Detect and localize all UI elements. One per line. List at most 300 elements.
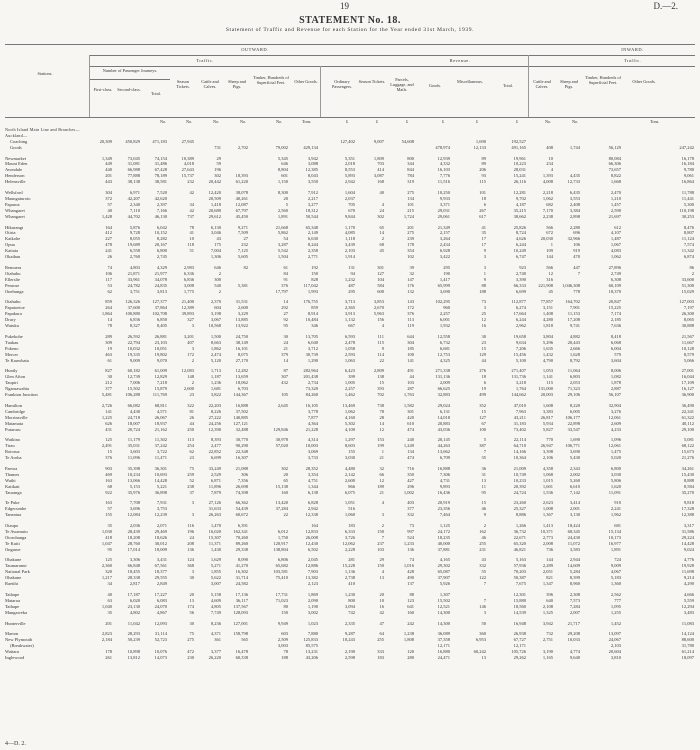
col-divider (320, 66, 321, 117)
table-cell: 254 (187, 443, 194, 449)
table-cell: 418 (105, 534, 112, 540)
table-cell: 10,173 (608, 534, 621, 540)
table-cell: 21 (379, 489, 384, 495)
table-cell: 474 (407, 455, 414, 461)
station-name: Cambridge (5, 408, 25, 414)
table-cell: 71,323 (567, 386, 580, 392)
table-cell: 9,640 (569, 655, 580, 660)
table-cell: 3,751 (129, 288, 140, 294)
table-cell: 93 (481, 173, 486, 179)
table-cell: 35 (107, 609, 112, 615)
table-cell: 15,737 (181, 173, 194, 179)
table-cell: 8,244 (307, 242, 318, 248)
table-cell: 43 (481, 557, 486, 563)
table-cell: 800 (348, 597, 355, 603)
table-cell: 2 (381, 523, 384, 528)
table-cell: 15,225 (608, 305, 621, 311)
table-cell: 2,228 (344, 546, 355, 552)
table-cell: 8,055 (129, 236, 140, 242)
table-cell: 21,400 (181, 299, 194, 305)
table-cell: 7,901 (569, 305, 580, 311)
table-cell: 7,110 (130, 207, 140, 213)
table-cell: 10,234 (127, 471, 140, 477)
table-cell: 129 (479, 351, 486, 357)
station-name: Ohakune (5, 575, 22, 581)
table-cell: 13,231 (305, 649, 318, 655)
table-cell: 8,236 (210, 620, 221, 626)
table-cell: 45,450 (235, 213, 248, 219)
table-cell: 2,051 (542, 569, 553, 575)
table-cell: 2,007 (569, 609, 580, 615)
table-cell: 7,903 (307, 569, 318, 575)
table-cell: 116 (187, 523, 194, 528)
table-cell: 2,809 (373, 368, 384, 374)
table-row (0, 512, 700, 518)
table-cell: 3,088 (307, 161, 318, 167)
table-cell: 36,898 (154, 489, 167, 495)
table-cell: 5,827 (542, 426, 553, 432)
table-cell: 7,509 (237, 230, 248, 236)
table-cell: 11,091 (608, 489, 621, 495)
table-cell: 6,593 (344, 333, 355, 339)
table-cell: 43 (216, 236, 221, 242)
table-cell: 3,726 (344, 534, 355, 540)
table-cell: 6,333 (344, 528, 355, 534)
table-cell: 716 (407, 465, 414, 471)
table-cell: 104 (377, 276, 384, 282)
table-cell: 168 (377, 179, 384, 185)
table-cell: 2,009 (439, 380, 450, 386)
table-cell: 2,817 (129, 581, 140, 587)
station-name: Mangaweka (5, 609, 27, 615)
table-cell: 3,151 (542, 305, 553, 311)
table-cell: 2 (381, 236, 384, 242)
table-cell: 12,521 (437, 603, 450, 609)
table-cell: 32 (409, 270, 414, 276)
table-cell: 267 (479, 207, 486, 213)
table-cell: 8,065 (683, 317, 694, 323)
station-name: Otaupo (5, 523, 19, 528)
table-cell: 102,708 (152, 311, 167, 317)
table-cell: 1,002 (403, 489, 414, 495)
table-cell: 18,312 (305, 207, 318, 213)
station-name: Drury (5, 317, 16, 323)
table-cell: 17,014 (127, 546, 140, 552)
header-first: First-class. (93, 87, 113, 92)
table-cell: 44 (481, 357, 486, 363)
table-cell: 1,360 (610, 581, 621, 587)
table-cell: 61 (107, 357, 112, 363)
table-cell: 9 (483, 248, 486, 254)
table-cell: 19 (107, 345, 112, 351)
table-cell: 3 (191, 512, 194, 518)
table-cell: 20,919 (437, 500, 450, 506)
table-row (0, 610, 700, 616)
table-cell: 1,432 (542, 351, 553, 357)
table-cell: 296 (407, 483, 414, 489)
table-cell: 206 (479, 167, 486, 173)
table-cell: 1,125 (439, 523, 450, 528)
table-cell: 1,141 (542, 374, 553, 380)
table-cell: 7,931 (156, 500, 167, 506)
station-name: North Island Main Line and Branches— (5, 127, 80, 132)
unit: Tons. (650, 119, 660, 124)
table-cell: 997 (407, 528, 414, 534)
table-cell: 1,775 (183, 288, 194, 294)
table-cell: 1,864 (101, 311, 112, 317)
table-cell: 6,874 (683, 254, 694, 260)
table-cell: 120 (407, 649, 414, 655)
table-cell: 134 (407, 449, 414, 455)
table-cell: 6,042 (156, 224, 167, 230)
table-cell: 8,300 (277, 190, 288, 196)
table-cell: 626 (105, 420, 112, 426)
station-name: Mataroa (5, 597, 20, 603)
table-cell: 1,095 (610, 603, 621, 609)
table-cell: 1,096 (610, 437, 621, 443)
table-cell: 39,893 (181, 311, 194, 317)
table-cell: 6 (483, 380, 486, 386)
table-cell: 21 (379, 455, 384, 461)
table-cell: 39 (409, 264, 414, 270)
table-cell: 5,934 (542, 420, 553, 426)
table-cell: 1,349 (101, 155, 112, 161)
table-cell: 61,220 (235, 179, 248, 185)
table-cell: 16,864 (681, 179, 694, 185)
table-cell: 12,061 (608, 443, 621, 449)
table-cell: 8,822 (610, 173, 621, 179)
table-cell: 2,600 (344, 477, 355, 483)
table-cell: 3 (483, 305, 486, 311)
table-cell: 20,604 (608, 649, 621, 655)
table-cell: 12,301 (513, 591, 526, 597)
table-cell: 1,132 (344, 317, 355, 323)
table-cell: 33,547 (567, 426, 580, 432)
table-cell: 162,341 (233, 528, 248, 534)
table-cell: 470 (573, 254, 580, 260)
table-cell: 9,893 (439, 483, 450, 489)
table-cell: 131,000 (538, 386, 553, 392)
table-cell: 12 (379, 426, 384, 432)
table-cell: 3,804 (542, 333, 553, 339)
table-row (0, 427, 700, 433)
table-cell: 3,094 (344, 603, 355, 609)
table-cell: 141 (407, 357, 414, 363)
table-cell: 34 (189, 201, 194, 207)
table-cell: 11,064 (567, 368, 580, 374)
table-cell: 4,085 (344, 230, 355, 236)
table-cell: 3,046 (210, 230, 221, 236)
table-cell: 6 (483, 201, 486, 207)
table-cell: 2,645 (277, 402, 288, 408)
header-sheep: Sheep and Pigs. (228, 79, 246, 89)
table-cell: 4,666 (683, 591, 694, 597)
station-name: Putaruru (5, 426, 21, 432)
table-cell: 29,208 (567, 631, 580, 637)
table-cell: 2,343 (569, 465, 580, 471)
table-cell: 1,452 (610, 620, 621, 626)
table-cell: 1,764 (515, 386, 526, 392)
table-cell: 5,066 (683, 357, 694, 363)
table-cell: 37,864 (154, 305, 167, 311)
table-cell: 1,690 (475, 138, 486, 144)
station-name: Taihape (5, 603, 20, 609)
table-cell: 7,006 (129, 380, 140, 386)
table-cell: 14,300 (437, 620, 450, 626)
table-cell: 1,040 (101, 603, 112, 609)
table-cell: 125,833 (303, 637, 318, 643)
unit: No. (186, 119, 193, 124)
table-cell: 376 (105, 455, 112, 461)
table-cell: 12,281 (513, 190, 526, 196)
station-name: Coaching (10, 138, 28, 144)
table-cell: 9,634 (515, 339, 526, 345)
table-cell: 57,936 (513, 563, 526, 569)
table-cell: 65,348 (305, 224, 318, 230)
table-cell: 106 (573, 242, 580, 248)
table-cell: 1,015 (542, 477, 553, 483)
table-cell: 1,217 (101, 575, 112, 581)
table-cell: 113 (187, 437, 194, 443)
table-cell: 137 (407, 581, 414, 587)
table-cell: 827 (105, 368, 112, 374)
table-cell: 1,690 (569, 437, 580, 443)
station-name: Ongarue (5, 546, 21, 552)
table-cell: 230 (187, 655, 194, 660)
table-cell: 1,058 (344, 345, 355, 351)
table-cell: 118 (187, 242, 194, 248)
table-cell: 612 (614, 224, 621, 230)
table-cell: 106,288 (125, 392, 140, 398)
table-cell: 3,810 (610, 655, 621, 660)
table-cell: 1,428 (101, 213, 112, 219)
table-cell: 201 (105, 620, 112, 626)
table-cell: 9,844 (344, 213, 355, 219)
table-cell: 30 (189, 620, 194, 626)
table-cell: 1,724 (403, 213, 414, 219)
station-name: Ellerslie (5, 276, 20, 282)
table-cell: 90,290 (235, 443, 248, 449)
station-name: Taneatua (5, 512, 22, 518)
col-divider (89, 55, 90, 117)
table-cell: 12,558 (437, 333, 450, 339)
table-cell: 125 (105, 437, 112, 443)
header-bottom-rule (5, 117, 695, 118)
table-cell: 10,364 (513, 455, 526, 461)
table-cell: 26 (107, 254, 112, 260)
table-cell: 27,126 (208, 500, 221, 506)
table-row (0, 358, 700, 364)
table-cell: 18,455 (127, 569, 140, 575)
station-name: Ohakune (5, 557, 22, 563)
table-cell: 19,961 (513, 155, 526, 161)
table-cell: 17,136 (235, 591, 248, 597)
table-cell: 163 (105, 477, 112, 483)
table-cell: 59 (216, 161, 221, 167)
table-cell: 117 (105, 276, 112, 282)
table-cell: 18,370 (608, 288, 621, 294)
table-cell: 185 (407, 345, 414, 351)
table-cell: 2 (191, 357, 194, 363)
table-cell: 127,377 (152, 299, 167, 305)
table-cell: 14,428 (154, 477, 167, 483)
table-cell: 33,249 (208, 465, 221, 471)
station-name: Edgecumbe (5, 506, 27, 512)
table-cell: 3,287 (277, 242, 288, 248)
table-cell: 4,790 (542, 357, 553, 363)
table-cell: 10,076 (154, 649, 167, 655)
table-cell: 800 (407, 155, 414, 161)
table-cell: 144 (546, 254, 553, 260)
table-cell: 11 (481, 483, 486, 489)
station-name: National Park (5, 569, 30, 575)
table-cell: 21,977 (154, 270, 167, 276)
table-cell: 6,138 (307, 489, 318, 495)
table-cell: 2,036 (129, 523, 140, 528)
table-cell: 5,963 (373, 311, 384, 317)
table-cell: 24,430 (567, 534, 580, 540)
table-cell: 2,702 (237, 144, 248, 150)
unit: £ (376, 119, 379, 124)
table-cell: 73 (481, 299, 486, 305)
table-cell: 10,693 (154, 471, 167, 477)
table-cell: 4,332 (439, 161, 450, 167)
table-cell: 4 (550, 167, 553, 173)
table-cell: 4,803 (129, 264, 140, 270)
table-cell: 2,773 (542, 534, 553, 540)
header-other: Other Goods. (294, 79, 318, 84)
table-cell: 403 (407, 500, 414, 506)
table-cell: 1,504 (277, 254, 288, 260)
table-cell: 302 (281, 465, 288, 471)
table-cell: 178 (105, 649, 112, 655)
table-cell: 2,962 (515, 323, 526, 329)
table-cell: 7 (577, 270, 580, 276)
table-cell: 7 (483, 581, 486, 587)
table-cell: 1,008 (542, 506, 553, 512)
table-cell: 17,797 (275, 288, 288, 294)
table-cell: 2,983 (183, 264, 194, 270)
table-cell: 1 (483, 270, 486, 276)
table-cell: 2 (483, 523, 486, 528)
table-cell: 361 (214, 637, 221, 643)
table-cell: 672 (546, 230, 553, 236)
table-cell: 2,734 (307, 380, 318, 386)
table-cell: 40,112 (681, 420, 694, 426)
table-cell: 79,002 (275, 144, 288, 150)
table-cell: 30,888 (681, 323, 694, 329)
table-cell: 50,544 (305, 213, 318, 219)
table-cell: 103 (407, 380, 414, 386)
table-cell: 703 (377, 161, 384, 167)
table-row (0, 655, 700, 661)
table-cell: 12,087 (235, 201, 248, 207)
table-cell: 12,733 (567, 179, 580, 185)
table-cell: 33,961 (127, 276, 140, 282)
table-cell: 29,061 (437, 213, 450, 219)
table-cell: 3,264 (439, 236, 450, 242)
station-name: Huntly (5, 368, 18, 374)
inward-band: INWARD. (621, 47, 644, 52)
station-name: Waitara (5, 649, 19, 655)
table-cell: 14 (283, 299, 288, 305)
table-cell: 828 (311, 276, 318, 282)
table-cell: 45 (548, 288, 553, 294)
table-cell: 23,356 (437, 506, 450, 512)
table-cell: 17,664 (513, 311, 526, 317)
station-name: Opua (5, 242, 15, 248)
table-cell: 22,898 (567, 420, 580, 426)
table-cell: 164,702 (565, 299, 580, 305)
table-cell: 54,439 (235, 506, 248, 512)
table-cell: 7,306 (439, 471, 450, 477)
table-cell: 7,356 (237, 477, 248, 483)
station-name: Penrose (5, 282, 20, 288)
table-cell: 53 (107, 282, 112, 288)
table-cell: 13,659 (235, 374, 248, 380)
station-name: Te Aroha (5, 455, 22, 461)
table-cell: 7,166 (156, 207, 167, 213)
station-name: Hikurangi (5, 224, 24, 230)
table-cell: 113 (407, 317, 414, 323)
table-cell: 6,800 (610, 465, 621, 471)
table-cell: 344 (407, 161, 414, 167)
station-table (0, 127, 700, 661)
table-cell: 32,904 (608, 402, 621, 408)
table-cell: 770 (546, 437, 553, 443)
station-name: Paeroa (5, 465, 18, 471)
table-cell: 332 (479, 563, 486, 569)
table-cell: 22,203 (208, 402, 221, 408)
header-in-timber: Timber, Hundreds of Superficial Feet. (585, 75, 621, 85)
station-name: Te Awamutu (5, 528, 28, 534)
table-cell: 1,413 (542, 523, 553, 528)
table-cell: 12,430 (305, 540, 318, 546)
table-cell: 15,880 (513, 597, 526, 603)
table-cell: 35,031 (127, 443, 140, 449)
table-cell: 408 (546, 144, 553, 150)
table-cell: 7 (483, 597, 486, 603)
table-cell: 6,747 (515, 254, 526, 260)
table-cell: 1,344 (307, 483, 318, 489)
table-cell: 2,103 (610, 643, 621, 649)
table-cell: 271,407 (511, 368, 526, 374)
table-cell: 2,397 (156, 201, 167, 207)
table-cell: 9,702 (515, 195, 526, 201)
table-cell: 724 (614, 557, 621, 563)
table-cell: 3,306 (129, 557, 140, 563)
table-cell: 15,307 (208, 534, 221, 540)
table-cell: 34,078 (154, 276, 167, 282)
table-cell: 2,365 (344, 305, 355, 311)
table-cell: 16 (481, 323, 486, 329)
table-cell: 5,559 (683, 597, 694, 603)
table-cell: 4,626 (515, 236, 526, 242)
table-cell: 26,592 (127, 333, 140, 339)
table-cell: 28,338 (127, 575, 140, 581)
table-cell: 18,097 (681, 655, 694, 660)
table-cell: 2,887 (610, 386, 621, 392)
table-cell: 5,876 (129, 224, 140, 230)
table-cell: 164 (105, 224, 112, 230)
table-cell: 10,223 (513, 161, 526, 167)
table-cell: 478,974 (435, 144, 450, 150)
table-cell: 1,763 (403, 392, 414, 398)
table-cell: 21,228 (305, 426, 318, 432)
unit: £ (346, 119, 349, 124)
table-cell: 29,469 (154, 528, 167, 534)
header-revenue-total: Total. (503, 83, 513, 88)
